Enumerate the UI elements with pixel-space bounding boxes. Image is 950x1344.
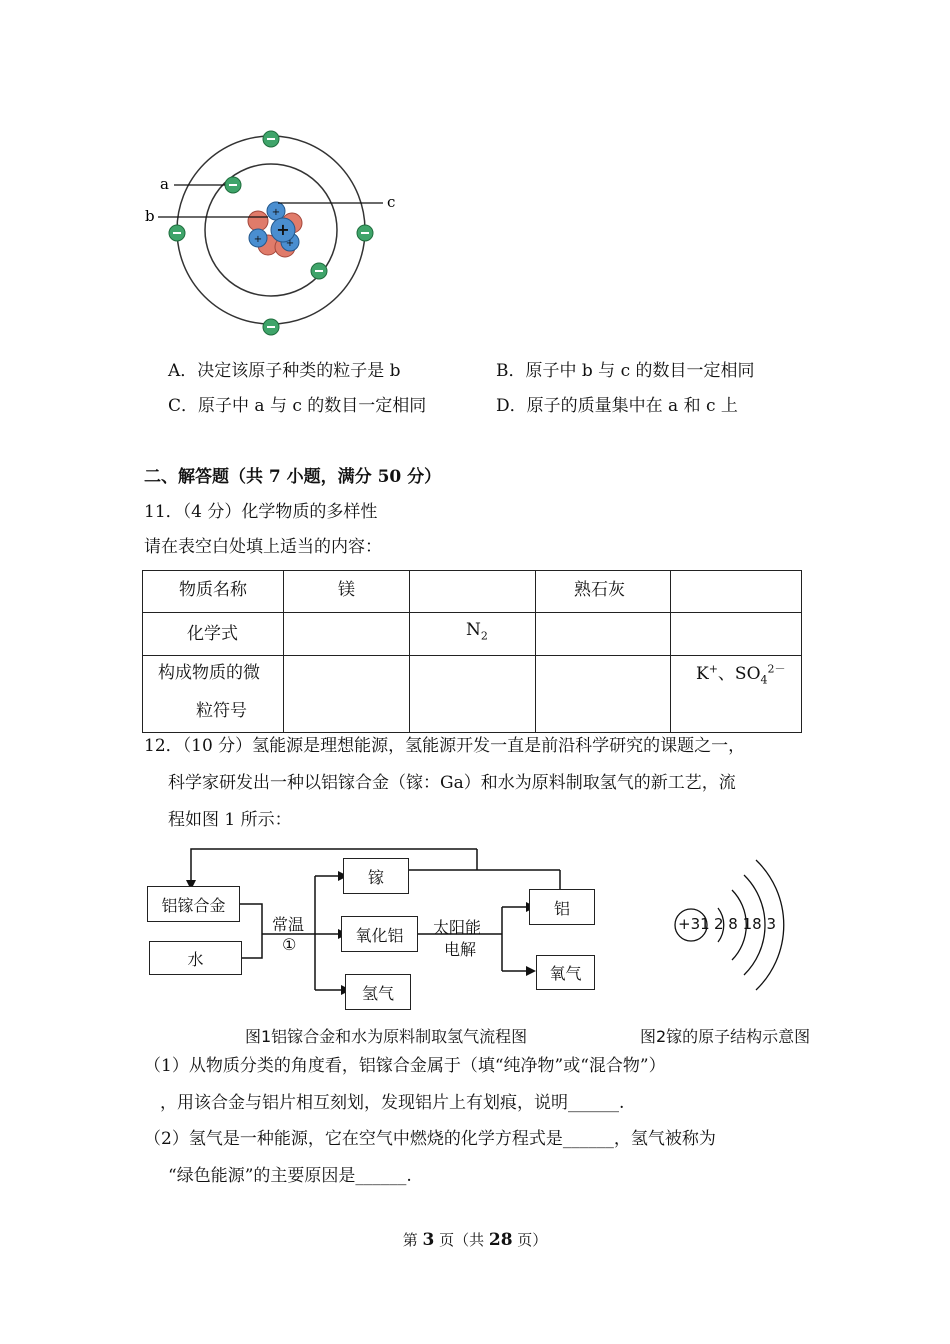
svg-text:+: + xyxy=(271,207,281,218)
table-cell: 粒符号 xyxy=(196,701,247,721)
option-d: D．原子的质量集中在 a 和 c 上 xyxy=(496,396,738,416)
box-water: 水 xyxy=(149,941,242,975)
label-b: b xyxy=(145,207,155,225)
table-cell: 熟石灰 xyxy=(574,580,625,600)
q12-part1-line2: ，用该合金与铝片相互刻划，发现铝片上有划痕，说明______. xyxy=(160,1093,625,1113)
gallium-shell-electrons: 2 8 18 3 xyxy=(714,915,777,933)
table-cell: 物质名称 xyxy=(179,580,247,600)
option-a: A．决定该原子种类的粒子是 b xyxy=(168,361,401,381)
ion-symbols: K+、$SO_4^{2-}$ xyxy=(696,662,786,687)
q12-part1-line1: （1）从物质分类的角度看，铝镓合金属于（填“纯净物”或“混合物”） xyxy=(144,1056,666,1076)
cond-room-temp: 常温 xyxy=(272,915,305,934)
nucleus xyxy=(248,202,302,257)
q11-stem: 11．（4 分）化学物质的多样性 xyxy=(144,502,378,522)
figure1-caption: 图1铝镓合金和水为原料制取氢气流程图 xyxy=(245,1027,528,1046)
table-cell: 化学式 xyxy=(187,624,238,644)
q12-line3: 程如图 1 所示： xyxy=(168,810,292,830)
page-footer: 第 3 页（共 28 页） xyxy=(402,1230,548,1250)
svg-text:+: + xyxy=(285,238,295,249)
page-number: 3 xyxy=(422,1230,435,1250)
formula-n2: $N_2$ xyxy=(466,620,488,643)
q12-line2: 科学家研发出一种以铝镓合金（镓：Ga）和水为原料制取氢气的新工艺，流 xyxy=(168,773,736,793)
label-c: c xyxy=(387,193,396,211)
q11-instruction: 请在表空白处填上适当的内容： xyxy=(144,537,382,557)
option-b: B．原子中 b 与 c 的数目一定相同 xyxy=(496,361,755,381)
box-hydrogen: 氢气 xyxy=(345,974,411,1010)
cond-solar: 太阳能 xyxy=(433,918,482,937)
box-alumina: 氧化铝 xyxy=(341,916,418,952)
box-oxygen: 氧气 xyxy=(536,955,595,990)
q12-part2-line1: （2）氢气是一种能源，它在空气中燃烧的化学方程式是______，氢气被称为 xyxy=(144,1129,716,1149)
q12-line1: 12．（10 分）氢能源是理想能源，氢能源开发一直是前沿科学研究的课题之一， xyxy=(144,736,746,756)
substance-table xyxy=(142,570,802,733)
step-number: ① xyxy=(282,935,297,954)
table-row xyxy=(143,656,802,733)
box-gallium: 镓 xyxy=(343,858,409,894)
section-title: 二、解答题（共 7 小题，满分 50 分） xyxy=(144,467,442,487)
table-cell: 镁 xyxy=(338,580,355,600)
table-row xyxy=(143,613,802,656)
cond-electrolysis: 电解 xyxy=(444,940,477,959)
svg-text:+: + xyxy=(253,234,263,245)
q12-part2-line2: “绿色能源”的主要原因是______. xyxy=(168,1166,412,1186)
box-aluminum: 铝 xyxy=(529,889,595,925)
gallium-nucleus-charge: +31 xyxy=(678,915,710,933)
total-pages: 28 xyxy=(488,1230,513,1250)
option-c: C．原子中 a 与 c 的数目一定相同 xyxy=(168,396,427,416)
box-alloy: 铝镓合金 xyxy=(147,886,240,922)
label-a: a xyxy=(160,175,169,193)
table-cell: 构成物质的微 xyxy=(158,663,260,683)
svg-text:+: + xyxy=(276,220,290,239)
atom-model-figure xyxy=(140,125,410,345)
figure2-caption: 图2镓的原子结构示意图 xyxy=(640,1027,811,1046)
table-row xyxy=(143,571,802,613)
